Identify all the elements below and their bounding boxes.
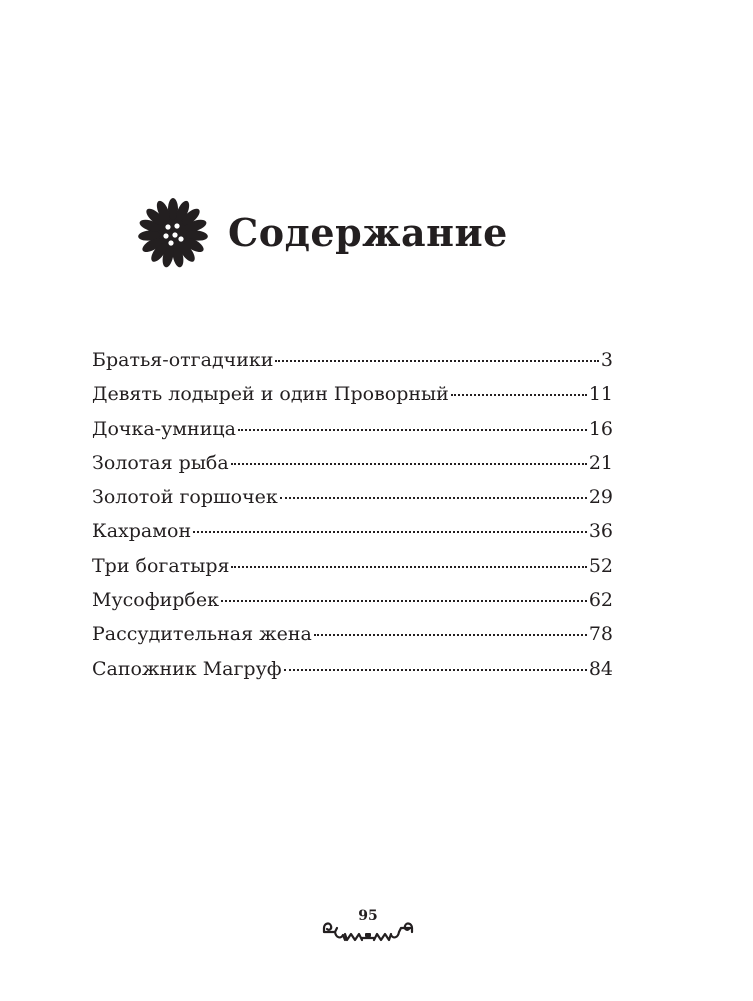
- toc-entry-page: 52: [588, 554, 613, 577]
- toc-entry: [92, 349, 613, 383]
- toc-entry-title: Сапожник Магруф: [92, 657, 282, 680]
- toc-entry-title: Братья-отгадчики: [92, 349, 274, 371]
- toc-entry-page: 36: [588, 520, 613, 543]
- flower-icon: [138, 198, 208, 268]
- toc-leader-dots: [231, 566, 586, 568]
- toc-entry: [92, 520, 613, 554]
- toc-entry: [92, 589, 613, 623]
- toc-entry-title: Кахрамон: [92, 520, 192, 543]
- toc-entry-title: Золотой горшочек: [92, 486, 278, 509]
- toc-entry: [92, 623, 613, 657]
- toc-entry: [92, 383, 613, 417]
- toc-leader-dots: [238, 429, 587, 431]
- toc-entry-title: Дочка-умница: [92, 417, 236, 440]
- toc-entry-title: Три богатыря: [92, 554, 230, 577]
- toc-entry: [92, 452, 613, 486]
- toc-leader-dots: [275, 360, 598, 362]
- toc-entry: [92, 555, 613, 589]
- toc-leader-dots: [221, 600, 587, 602]
- toc-entry-title: Рассудительная жена: [92, 623, 312, 646]
- toc-entry-title: Золотая рыба: [92, 451, 229, 474]
- toc-leader-dots: [193, 531, 587, 533]
- heading: [138, 193, 508, 273]
- toc-entry-page: 21: [588, 451, 613, 474]
- table-of-contents: [92, 349, 613, 692]
- toc-entry-title: Девять лодырей и один Проворный: [92, 383, 449, 406]
- toc-leader-dots: [314, 634, 587, 636]
- toc-entry-page: 16: [588, 417, 613, 440]
- page-title: Содержание: [228, 210, 508, 255]
- toc-entry: [92, 658, 613, 692]
- toc-leader-dots: [231, 463, 587, 465]
- toc-entry-page: 78: [588, 623, 613, 646]
- toc-entry-page: 29: [588, 486, 613, 509]
- toc-entry-page: 11: [588, 383, 613, 406]
- toc-leader-dots: [280, 497, 587, 499]
- toc-leader-dots: [451, 394, 587, 396]
- toc-entry-page: 3: [600, 349, 613, 371]
- toc-entry-page: 62: [588, 589, 613, 612]
- toc-entry: [92, 418, 613, 452]
- footer: [321, 908, 415, 944]
- footer-ornament-icon: [321, 916, 415, 944]
- page-number: 95: [358, 908, 378, 924]
- toc-entry-title: Мусофирбек: [92, 589, 219, 612]
- toc-leader-dots: [284, 669, 587, 671]
- toc-entry-page: 84: [588, 657, 613, 680]
- toc-entry: [92, 486, 613, 520]
